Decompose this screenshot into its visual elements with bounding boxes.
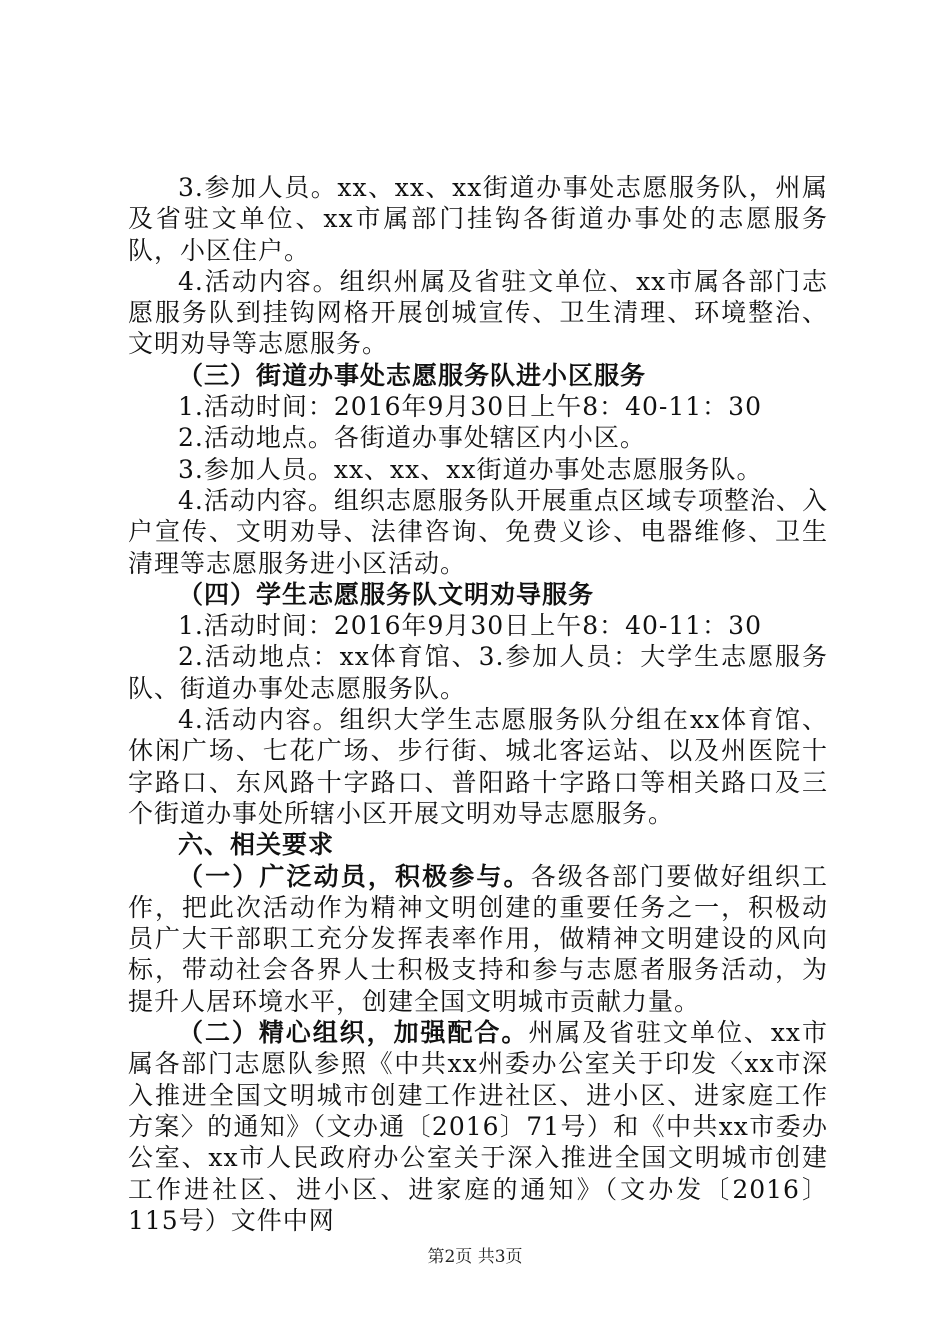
requirement-1-text: 各级各部门要做好组织工作，把此次活动作为精神文明创建的重要任务之一，积极动员广大干部职工充分发挥表率作用，做精神文明建设的风向标，带动社会各界人士积极支持和参与志愿者服务活动，为提升人居环境水平，创建全国文明城市贡献力量。 bbox=[128, 861, 828, 1016]
paragraph-activity-content-3: 4.活动内容。组织大学生志愿服务队分组在xx体育馆、休闲广场、七花广场、步行街、城北客运站、以及州医院十字路口、东风路十字路口、普阳路十字路口等相关路口及三个街道办事处所辖小区开展文明劝导志愿服务。 bbox=[128, 705, 828, 828]
requirement-2-title: （二）精心组织，加强配合。 bbox=[178, 1018, 529, 1048]
paragraph-activity-content-2: 4.活动内容。组织志愿服务队开展重点区域专项整治、入户宣传、文明劝导、法律咨询、免费义诊、电器维修、卫生清理等志愿服务进小区活动。 bbox=[128, 485, 828, 578]
paragraph-time: 1.活动时间：2016年9月30日上午8：40-11：30 bbox=[178, 392, 762, 422]
paragraph-location: 2.活动地点。各街道办事处辖区内小区。 bbox=[178, 423, 646, 453]
requirement-1 bbox=[128, 861, 828, 1017]
requirement-2-text: 州属及省驻文单位、xx市属各部门志愿队参照《中共xx州委办公室关于印发〈xx市深入推进全国文明城市创建工作进社区、进小区、进家庭工作方案〉的通知》（文办通〔2016〕71号）和《中共xx市委办公室、xx市人民政府办公室关于深入推进全国文明城市创建工作进社区、进小区、进家庭的通知》（文办发〔2016〕115号）文件中网 bbox=[128, 1018, 828, 1235]
section-heading-6: 六、相关要求 bbox=[178, 830, 335, 860]
section-heading-3: （三）街道办事处志愿服务队进小区服务 bbox=[178, 360, 647, 390]
paragraph-activity-content: 4.活动内容。组织州属及省驻文单位、xx市属各部门志愿服务队到挂钩网格开展创城宣传、卫生清理、环境整治、文明劝导等志愿服务。 bbox=[128, 266, 828, 359]
paragraph-time-2: 1.活动时间：2016年9月30日上午8：40-11：30 bbox=[178, 611, 762, 641]
page-footer: 第2页 共3页 bbox=[427, 1247, 523, 1267]
paragraph-participants-2: 3.参加人员。xx、xx、xx街道办事处志愿服务队。 bbox=[178, 454, 763, 484]
section-heading-4: （四）学生志愿服务队文明劝导服务 bbox=[178, 579, 595, 609]
requirement-1-title: （一）广泛动员，积极参与。 bbox=[178, 861, 531, 891]
paragraph-location-2: 2.活动地点：xx体育馆、3.参加人员：大学生志愿服务队、街道办事处志愿服务队。 bbox=[128, 642, 828, 703]
requirement-2 bbox=[128, 1017, 828, 1236]
paragraph-participants: 3.参加人员。xx、xx、xx街道办事处志愿服务队，州属及省驻文单位、xx市属部门挂钩各街道办事处的志愿服务队，小区住户。 bbox=[128, 173, 828, 265]
document-body bbox=[128, 172, 828, 1236]
